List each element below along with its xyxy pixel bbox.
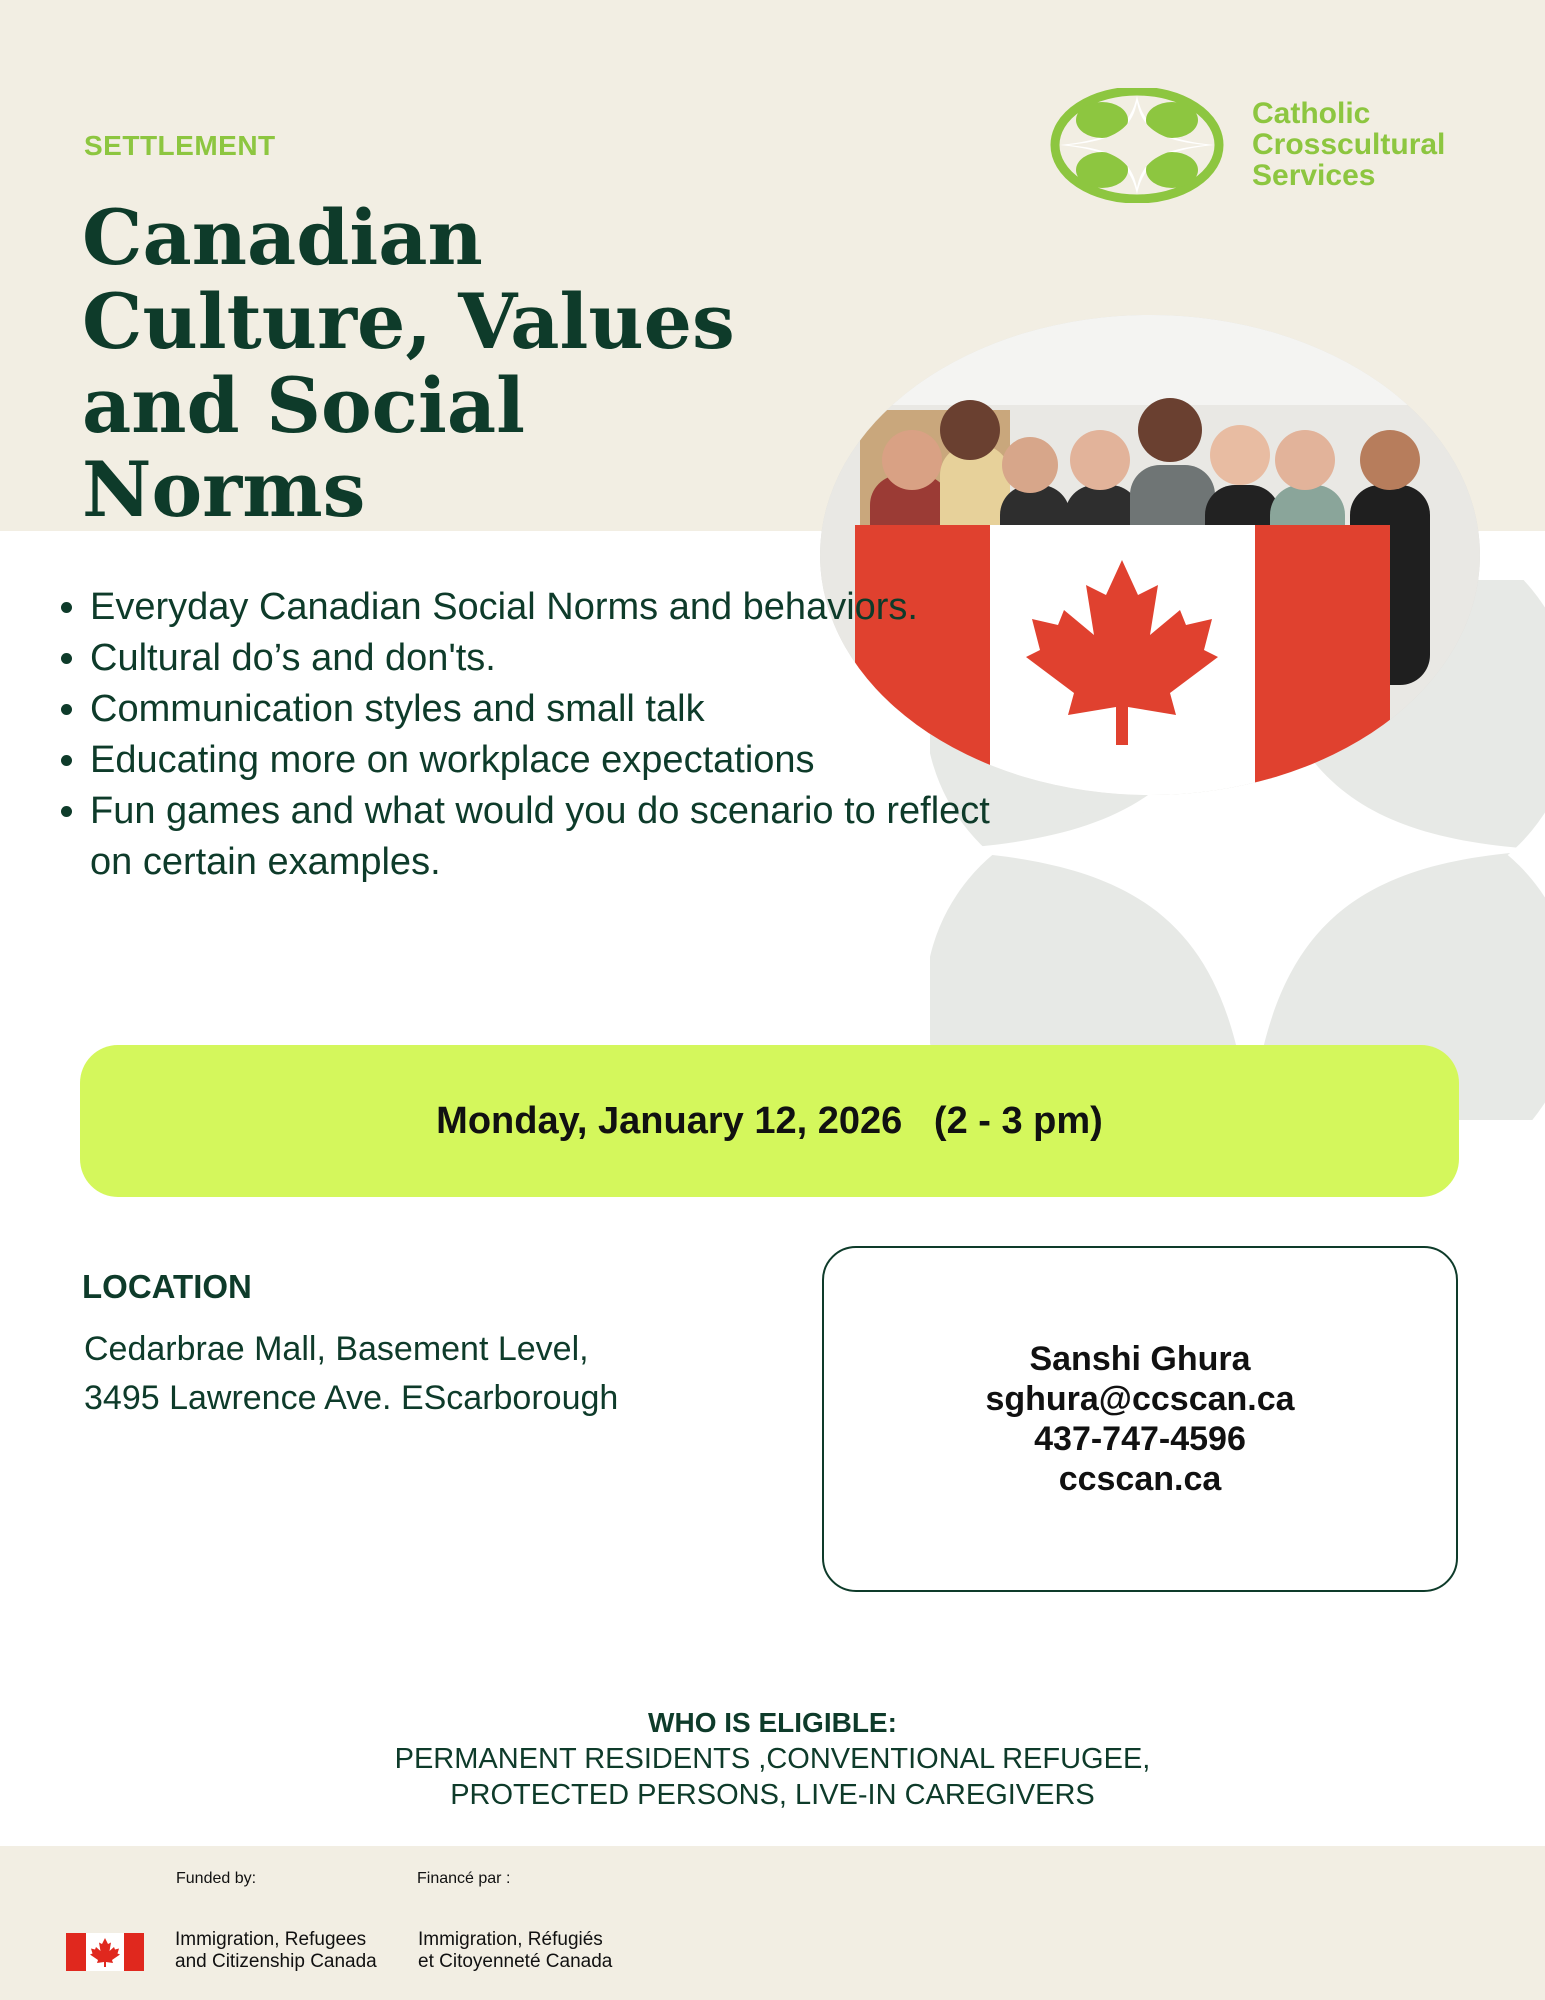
list-item: • Educating more on workplace expectations	[90, 735, 990, 786]
eligibility-line-1: PERMANENT RESIDENTS ,CONVENTIONAL REFUGEE,	[394, 1743, 1151, 1775]
department-name-english	[175, 1929, 377, 1973]
page-title: Canadian Culture, Values and Social Norms	[82, 193, 735, 534]
topic-list	[50, 582, 990, 888]
eligibility-line-2: PROTECTED PERSONS, LIVE-IN CAREGIVERS	[450, 1779, 1095, 1811]
contact-card	[822, 1246, 1458, 1592]
department-en-line-1: Immigration, Refugees	[175, 1929, 367, 1950]
canada-flag-icon	[66, 1933, 144, 1971]
department-fr-line-2: et Citoyenneté Canada	[418, 1951, 613, 1972]
department-en-line-2: and Citizenship Canada	[175, 1951, 377, 1972]
funded-by-label: Funded by:	[176, 1870, 257, 1887]
contact-email[interactable]: sghura@ccscan.ca	[985, 1380, 1295, 1418]
finance-par-label: Financé par :	[417, 1870, 511, 1887]
location-heading: LOCATION	[82, 1268, 252, 1305]
list-item: • Cultural do’s and don'ts.	[90, 633, 990, 684]
organization-logo	[1050, 88, 1450, 203]
logo-wordmark	[1252, 98, 1445, 191]
logo-line-3: Services	[1252, 159, 1376, 192]
logo-line-1: Catholic	[1252, 97, 1371, 130]
contact-website[interactable]: ccscan.ca	[1058, 1460, 1222, 1498]
contact-name: Sanshi Ghura	[1029, 1340, 1251, 1378]
eligibility-heading: WHO IS ELIGIBLE:	[648, 1707, 897, 1738]
department-fr-line-1: Immigration, Réfugiés	[418, 1929, 603, 1950]
event-date-text: Monday, January 12, 2026 (2 - 3 pm)	[436, 1099, 1103, 1142]
category-tagline: SETTLEMENT	[84, 130, 276, 161]
department-name-french	[418, 1929, 612, 1973]
ccs-logo-icon	[1050, 88, 1225, 203]
logo-line-2: Crosscultural	[1252, 128, 1446, 161]
contact-phone[interactable]: 437-747-4596	[1034, 1420, 1246, 1458]
list-item: • Fun games and what would you do scenario to reflect on certain examples.	[90, 786, 990, 888]
list-item: • Everyday Canadian Social Norms and behaviors.	[90, 582, 990, 633]
location-address-line-2: 3495 Lawrence Ave. EScarborough	[84, 1379, 619, 1417]
list-item: • Communication styles and small talk	[90, 684, 990, 735]
location-address-line-1: Cedarbrae Mall, Basement Level,	[84, 1330, 589, 1368]
event-date-banner	[80, 1045, 1459, 1197]
